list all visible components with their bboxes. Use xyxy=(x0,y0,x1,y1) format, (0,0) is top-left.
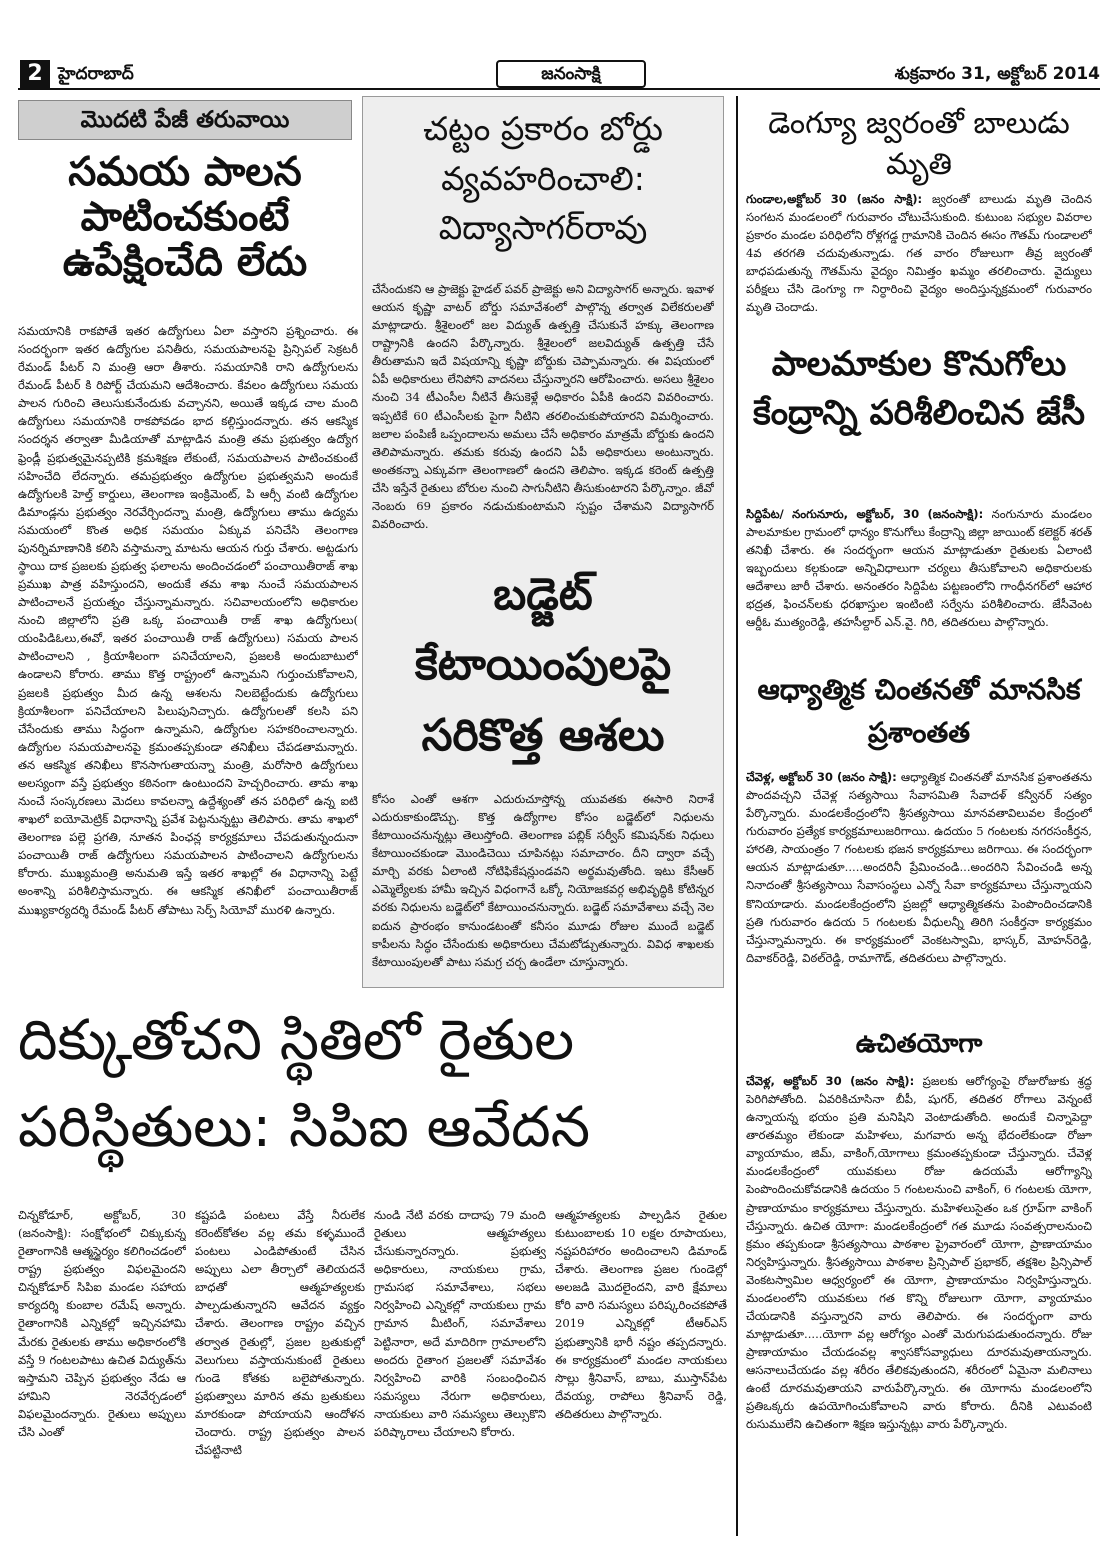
left-article-body: సమయానికి రాకపోతే ఇతర ఉద్యోగులు ఏలా వస్తారని ప్రశ్నించారు. ఈ సందర్భంగా ఇతర ఉద్యోగుల పనితీరు, సమయపాలనపై ప్రిన్సిపల్ సెక్రటరీ రేమండ్ పీటర్ ని మంత్రి ఆరా తీశారు. సమయానికి రాని ఉద్యోగులను రేమండ్ పీటర్ కి రిపోర్ట్ చేయమని ఆదేశించారు. కేవలం ఉద్యోగులు సమయ పాలన గురించి తెలుసుకునేందుకు వచ్చానని, అయితే ఇక్కడ చాల మంది ఉద్యోగులు సమయానికి రాకపోవడం భాద కల్గిస్తుందన్నారు. తన ఆకస్మిక సందర్శన తర్వాతా మీడియాతో మాట్లాడిన మంత్రి తమ ప్రభుత్వం ఉద్యోగ ఫ్రెండ్లీ ప్రభుత్వమైనప్పటికి క్రమశిక్షణ లేకుంటే, సమయపాలన పాటించకుంటే సహించేది లేదన్నారు. తమప్రభుత్వం ఉద్యోగుల ప్రభుత్వమని అందుకే ఉద్యోగులకి హెల్త్ కార్డులు, తెలంగాణ ఇంక్రిమెంట్, పి ఆర్సీ వంటి ఉద్యోగుల డిమాండ్లను ప్రభుత్వం నెరవేర్చిందన్నా మంత్రి, ఉద్యోగులు తాము ఉద్యమ సమయంలో కొంత అధిక సమయం ఏక్కువ పనిచేసి తెలంగాణ పునర్నిమాణానికి కలిసి వస్తామన్నా మాటను ఆయన గుర్తు చేశారు. అట్టడుగు స్థాయి దాక ప్రజలకు ప్రభుత్వ ఫలాలను అందించడంలో పంచాయితీరాజ్ శాఖ ప్రముఖ పాత్ర వహిస్తుందని, అందుకే తమ శాఖ నుంచే సమయపాలన పాటించాలనే ప్రయత్నం చేస్తున్నామన్నారు. సచివాలయంలోని అధికారుల నుంచి జిల్లాలోని ప్రతి ఒక్క పంచాయితీ రాజ్ శాఖ ఉద్యోగులు( యంపిడిఓలు,ఈవో, ఇతర పంచాయితీ రాజ్ ఉద్యోగులు) సమయ పాలన పాటించాలని , క్రియాశీలంగా పనిచేయాలని, ప్రజలకి అందుబాటులో ఉండాలని కోరారు. తాము కొత్త రాష్ట్రంలో ఉన్నామని గుర్తుంచుకోవాలని, ప్రజలకి ప్రభుత్వం మీద ఉన్న ఆశలను నిలబెట్టేందుకు ఉద్యోగులు క్రియాశీలంగా పనిచేయాలని పిలుపునిచ్చారు. ఉద్యోగులతో కలసి పని చేసేందుకు తాము సిద్ధంగా ఉన్నామని, ఉద్యోగుల సహకరించాలన్నారు. ఉద్యోగుల సమయపాలనపై క్రమంతప్పకుండా తనిఖీలు చేపడతామన్నారు. తన ఆకస్మిక తనిఖీలు కొనసాగుతాయన్నా మంత్రి, మరోసారి ఉద్యోగులు అలస్యంగా వస్తే ప్రభుత్వం కఠినంగా ఉంటుందని హెచ్చరించారు. తామ శాఖ నుంచే సంస్కరణలు మెదలు కావలన్నా ఉద్దేశ్యంతో తన పరిధిలో ఉన్న ఐటి శాఖలో ఐయోమెట్రిక్ విధానాన్ని ప్రవేశ పెట్టనున్నట్టు తెలిపారు. తామ శాఖలో తెలంగాణ పల్లె ప్రగతి, నూతన పింఛన్ల కార్యక్రమాలు చేపడుతున్నందునా పంచాయితీ రాజ్ ఉద్యోగులు సమయపాలన పాటించాలని ఉద్యోగులను కోరారు. ముఖ్యమంత్రి అనుమతి ఇస్తే ఇతర శాఖల్లో ఈ విధానాన్ని పెట్టే అంశాన్ని పరిశీలిస్తామన్నారు. ఈ ఆకస్మిక తనిఖీలో పంచాయితీరాజ్ ముఖ్యకార్యదర్శి రేమండ్ పీటర్ తోపాటు సెర్ప్ సియోవో మురళి ఉన్నారు. xyxy=(18,324,358,917)
center-headline-1: చట్టం ప్రకారం బోర్డు వ్యవహరించాలి: విద్యాసాగర్‌రావు xyxy=(423,109,663,247)
right-headline-1: డెంగ్యూ జ్వరంతో బాలుడు మృతి xyxy=(768,106,1070,182)
center-headline-2: బడ్జెట్ కేటాయింపులపై సరికొత్త ఆశలు xyxy=(414,569,672,761)
right-headline-3: ఆధ్యాత్మిక చింతనతో మానసిక ప్రశాంతత xyxy=(757,673,1081,750)
right-story-4 xyxy=(746,1072,1092,1512)
bottom-column-3: నుండి నేటి వరకు దాదాపు 79 మంది రైతులు ఆత్మహత్యలు చేసుకున్నారన్నారు. ప్రభుత్వ అధికారులు, నాయకులు గ్రామ, గ్రామసభ సమావేశాలు, సభలు నిర్వహించి ఎన్నికల్లో నాయకులు గ్రామ గ్రామాన మీటింగ్, సమావేశాలు పెట్టినారా, అదే మాదిరిగా గ్రామాలలోని అందరు రైతాంగ ప్రజలతో సమావేశం నిర్వహించి వారికి సంబంధించిన సమస్యలు నేరుగా అధికారులు, నాయకులు వారి సమస్యలు తెల్సుకొని పరిష్కారాలు చేయాలని కోరారు. xyxy=(374,1208,546,1439)
right-story-1 xyxy=(746,190,1092,330)
right-story-2-dateline: సిద్దిపేట/ నంగునూరు, అక్టోబర్, 30 (జనంసాక్షి): xyxy=(746,507,992,521)
right-story-4-body: ప్రజలకు ఆరోగ్యంపై రోజురోజుకు శ్రద్ధ పెరిగిపోతోంది. ఏవరికిచూసినా బీపీ, షుగర్, తదితర రోగాలు వెన్నంటే ఉన్నాయన్న భయం ప్రతి మనిషిని వెంటాడుతోంది. అందుకే చిన్నాపెద్దా తారతమ్యం లేకుండా మహిళలు, మగవారు అన్న భేదంలేకుండా రోజూ వ్యాయామం, జిమ్, వాకింగ్,యోగాలు క్రమంతప్పకుండా చేస్తున్నారు. చేవెళ్ల మండలకేంద్రంలో యువకులు రోజు ఉదయమే ఆరోగ్యాన్ని పెంపొందించుకోవడానికి ఉదయం 5 గంటలనుంచి వాకింగ్, 6 గంటలకు యోగా, ప్రాణాయామం కార్యక్రమాలు చేస్తున్నారు. మహిళలుసైతం ఒక గ్రూప్‌గా వాకింగ్ చేస్తున్నారు. ఉచిత యోగా: మండలకేంద్రంలో గత మూడు సంవత్సరాలనుంచి క్రమం తప్పకుండా శ్రీసత్యసాయి పాఠశాల ప్రైవారంలో యోగా, ప్రాణాయామం నిర్వహిస్తున్నారు. శ్రీసత్యసాయి పాఠశాల ప్రిన్సిపాల్ ప్రభాకర్, తక్షశిల ప్రిన్సిపాల్ వెంకటస్వామిల ఆధ్వర్యంలో ఈ యోగా, ప్రాణాయామం నిర్వహిస్తున్నారు. మండలంలోని యువకులు గత కొన్ని రోజులుగా యోగా, వ్యాయామం చేయడానికి వస్తున్నారని వారు తెలిపారు. ఈ సందర్భంగా వారు మాట్లాడుతూ.....యోగా వల్ల ఆరోగ్యం ఎంతో మెరుగుపడుతుందన్నారు. రోజు ప్రాణాయామం చేయడంవల్ల శ్వాసకోసవ్యాధులు దూరమవుతాయన్నారు. ఆసనాలుచేయడం వల్ల శరీరం తేలికవుతుందని, శరీరంలో ఏమైనా మలినాలు ఉంటే దూరమవుతాయని వారుపేర్కొన్నారు. ఈ యోగాను మండలంలోని ప్రతిఒక్కరు ఉపయోగించుకోవాలని వారు కోరారు. దీనికి ఎటువంటి రుసుములేని ఉచితంగా శిక్షణ ఇస్తున్నట్లు వారు పేర్కొన్నారు. xyxy=(746,1074,1092,1432)
center-article-1-body: చేసేందుకని ఆ ప్రాజెక్టు హైడల్ పవర్ ప్రాజెక్టు అని విద్యాసాగర్ అన్నారు. ఇవాళ ఆయన కృష్ణా వాటర్ బోర్డు సమావేశంలో పాల్గొన్న తర్వాత విలేకరులతో మాట్లాడారు. శ్రీశైలంలో జల విద్యుత్ ఉత్పత్తి చేసుకునే హక్కు తెలంగాణ రాష్ట్రానికి ఉందని పేర్కొన్నారు. శ్రీశైలంలో జలవిద్యుత్ ఉత్పత్తి చేసే తీరుతామని ఇదే విషయాన్ని కృష్ణా బోర్డుకు చెప్పామన్నారు. ఈ విషయంలో ఏపీ అధికారులు లేనిపోని వాదనలు చేస్తున్నారని ఆరోపించారు. అసలు శ్రీశైలం నుంచి 34 టీఎంసీల నీటినే తీసుకెళ్లే అధికారం ఏపీకి ఉందని వివరించారు. ఇప్పటికే 60 టీఎంసీలకు పైగా నీటిని తరలించుకుపోయారని విమర్శించారు. జలాల పంపిణీ ఒప్పందాలను అమలు చేసే అధికారం మాత్రమే బోర్డుకు ఉందని తెలిపామన్నారు. తమకు కరువు ఉందని ఏపీ అధికారులు అంటున్నారు. అంతకన్నా ఎక్కువగా తెలంగాణలో ఉందని తెలిపాం. ఇక్కడ కరెంట్ ఉత్పత్తి చేసి ఇస్తేనే రైతులు బోరుల నుంచి సాగునీటిని తీసుకుంటారని పేర్కొన్నాం. జీవో నెంబరు 69 ప్రకారం నడుచుకుంటామని స్పష్టం చేశామని విద్యాసాగర్ వివరించారు. xyxy=(372,282,714,532)
right-story-1-body: జ్వరంతో బాలుడు మృతి చెందిన సంగటన మండలంలో గురువారం చోటుచేసుకుంది. కుటుంబ సభ్యుల వివరాల ప్రకారం మండల పరిధిలోని రోళ్లగడ్డ గ్రామానికి చెందిన ఈసం గౌతమ్ గుండాలలో 4వ తరగతి చదువుతున్నాడు. గత వారం రోజులుగా తీవ్ర జ్వరంతో బాధపడుతున్న గౌతమ్‌ను వైద్యం నిమిత్తం ఖమ్మం తరలించారు. వైద్యులు పరీక్షలు చేసి డెంగ్యూ గా నిర్ధారించి వైద్యం అందిస్తున్నక్రమంలో గురువారం మృతి చెందాడు. xyxy=(746,192,1092,315)
right-story-3-dateline: చేవెళ్ల, అక్టోబర్ 30 (జనం సాక్షి): xyxy=(746,770,901,784)
right-story-2 xyxy=(746,505,1092,655)
right-story-1-dateline: గుండాల,అక్టోబర్ 30 (జనం సాక్షి): xyxy=(746,192,932,206)
bottom-column-1: చిన్నకోడూర్, అక్టోబర్, 30 (జనంసాక్షి): సంక్షోభంలో చిక్కుకున్న రైతాంగానికి ఆత్మస్థైర్యం కలిగించడంలో రాష్ట్ర ప్రభుత్వం విఫలమైందని చిన్నకోడూర్ సిపిఐ మండల సహాయ కార్యదర్శి కుంబాల రమేష్ అన్నారు. రైతాంగానికి ఎన్నికల్లో ఇచ్చినహామి మేరకు రైతులకు తాము అధికారంలోకి వస్తే 9 గంటలపాటు ఉచిత విద్యుత్‌ను ఇస్తామని చెప్పిన ప్రభుత్వం నేడు ఆ హామిని నెరవేర్చడంలో విఫలమైందన్నారు. రైతులు అప్పులు చేసి ఎంతో xyxy=(18,1208,186,1439)
bottom-column-2: కష్టపడి పంటలు వేస్తే నీరులేక కరెంట్‌కోతల వల్ల తమ కళ్ళముందే పంటలు ఎండిపోతుంటే చేసిన అప్పులు ఎలా తీర్చాలో తెలియదనే బాధతో ఆత్మహత్యలకు పాల్పడుతున్నారని ఆవేదన వ్యక్తం చేశారు. తెలంగాణ రాష్ట్రం వచ్చిన తర్వాత రైతుల్లో, ప్రజల బ్రతుకుల్లో వెలుగులు వస్తాయనుకుంటే రైతులు గుండె కోతకు బలైపోతున్నారు. ప్రభుత్వాలు మారిన తమ బ్రతుకులు మారకుండా పోయాయని ఆందోళన చెందారు. రాష్ట్ర ప్రభుత్వం పాలన చేపట్టినాటి xyxy=(195,1208,365,1458)
edition-city: హైదరాబాద్ xyxy=(58,64,134,84)
bottom-headline: దిక్కుతోచని స్థితిలో రైతుల పరిస్థితులు: సిపిఐ ఆవేదన xyxy=(18,1008,591,1160)
right-headline-4: ఉచితయోగా xyxy=(855,1030,983,1059)
bottom-column-4: ఆత్మహత్యలకు పాల్పడిన రైతుల కుటుంబాలకు 10 లక్షల రూపాయలు, నష్టపరిహారం అందించాలని డిమాండ్ చేశారు. తెలంగాణ ప్రజల గుండెల్లో అలజడి మొదలైందని, వారి క్షేమాలు కోరి వారి సమస్యలు పరిష్కరించకపోతే 2019 ఎన్నికల్లో టీఆర్‌ఎస్ ప్రభుత్వానికి భారీ నష్టం తప్పదన్నారు. ఈ కార్యక్రమంలో మండల నాయకులు సొల్లు శ్రీనివాస్, బాబు, ముస్తాన్‌పేట దేవయ్య, రాపోలు శ్రీనివాస్ రెడ్డి, తదితరులు పాల్గొన్నారు. xyxy=(555,1208,727,1421)
right-story-2-body: నంగునూరు మండలం పాలమాకుల గ్రామంలో ధాన్యం కొనుగోలు కేంద్రాన్ని జిల్లా జాయింట్ కలెక్టర్ శరత్ తనిఖీ చేశారు. ఈ సందర్భంగా ఆయన మాట్లాడుతూ రైతులకు ఏలాంటి ఇబ్బందులు కల్గకుండా అన్నివిధాలుగా చర్యలు తీసుకోవాలని అధికారులకు ఆదేశాలు జారీ చేశారు. అనంతరం సిద్దిపేట పట్టణంలోని గాంధీనగర్‌లో ఆహార భద్రత, ఫించన్‌లకు ధరఖాస్తుల ఇంటింటి సర్వేను పరిశీలించారు. జేసీవెంట ఆర్డీఓ ముత్యంరెడ్డి, తహసీల్దార్ ఎన్.వై. గిరి, తదితరులు పాల్గొన్నారు. xyxy=(746,507,1092,630)
masthead xyxy=(18,60,1100,90)
edition-date: శుక్రవారం 31, అక్టోబర్ 2014 xyxy=(894,64,1100,84)
right-story-3 xyxy=(746,768,1092,1028)
right-story-3-body: ఆధ్యాత్మిక చింతనతో మానసిక ప్రశాంతతను పొందవచ్చని చేవెళ్ల సత్యసాయి సేవాసమితి సేవాదళ్ కన్వీనర్ సత్యం పేర్కొన్నారు. మండలకేంద్రంలోని శ్రీసత్యసాయి మానవతావిలువల కేంద్రంలో గురువారం ప్రత్యేక కార్యక్రమాలుజరిగాయి. ఉదయం 5 గంటలకు నగరసంకీర్తన, హారతి, సాయంత్రం 7 గంటలకు భజన కార్యక్రమాలు జరిగాయి. ఈ సందర్భంగా ఆయన మాట్లాడుతూ.....అందరినీ ప్రేమించండి...అందరిని సేవించండి అన్న నినాదంతో శ్రీసత్యసాయి సేవాసంస్థలు ఎన్నో సేవా కార్యక్రమాలు చేస్తున్నాయని కొనియాడారు. మండలకేంద్రంలోని ప్రజల్లో ఆధ్యాత్మికతను పెంపొందించడానికి ప్రతి గురువారం ఉదయ 5 గంటలకు వీధులన్నీ తిరిగి సంకీర్తనా కార్యక్రమం చేస్తున్నామన్నారు. ఈ కార్యక్రమంలో వెంకటస్వామి, భాస్కర్, మోహన్‌రెడ్డి, దివాకర్‌రెడ్డి, విఠల్‌రెడ్డి, రామాగౌడ్, తదితరులు పాల్గొన్నారు. xyxy=(746,770,1092,965)
right-story-4-dateline: చేవెళ్ల, అక్టోబర్ 30 (జనం సాక్షి): xyxy=(746,1074,923,1088)
left-headline: సమయ పాలన పాటించకుంటే ఉపేక్షించేది లేదు xyxy=(62,150,308,285)
continued-kicker: మొదటి పేజీ తరువాయి xyxy=(18,100,352,140)
right-headline-2: పాలమాకుల కొనుగోలు కేంద్రాన్ని పరిశీలించిన జేసీ xyxy=(753,344,1085,434)
newspaper-logo: జనంసాక్షి xyxy=(496,60,646,88)
center-article-2-body: కోసం ఎంతో ఆశగా ఎదురుచూస్తోన్న యువతకు ఈసారి నిరాశే ఎదురుకాకుండొచ్చు. కొత్త ఉద్యోగాల కోసం బడ్జెట్‌లో నిధులను కేటాయించనున్నట్లు తెలుస్తోంది. తెలంగాణ పబ్లిక్ సర్వీస్ కమిషన్‌కు నిధులు కేటాయించకుండా మొండిచెయి చూపినట్లు సమాచారం. దీని ద్వారా వచ్చే మార్చి వరకు ఏలాంటి నోటిఫికేషన్లుండవని అర్థమవుతోంది. ఇటు కేసీఆర్ ఎమ్మెల్యేలకు హామీ ఇచ్చిన విధంగానే ఒక్కో నియోజకవర్గ అభివృద్ధికి కోటిన్నర వరకు నిధులను బడ్జెట్‌లో కేటాయించనున్నారు. బడ్జెట్ సమావేశాలు వచ్చే నెల ఐదున ప్రారంభం కానుండటంతో కనీసం మూడు రోజుల ముందే బడ్జెట్ కాపీలను సిద్ధం చేసేందుకు అధికారులు చేమటోడ్చుతున్నారు. వివిధ శాఖలకు కేటాయింపులతో పాటు సమగ్ర చర్చ ఉండేలా చూస్తున్నారు. xyxy=(372,792,714,969)
page-number: 2 xyxy=(20,60,50,88)
column-divider xyxy=(736,96,738,1536)
